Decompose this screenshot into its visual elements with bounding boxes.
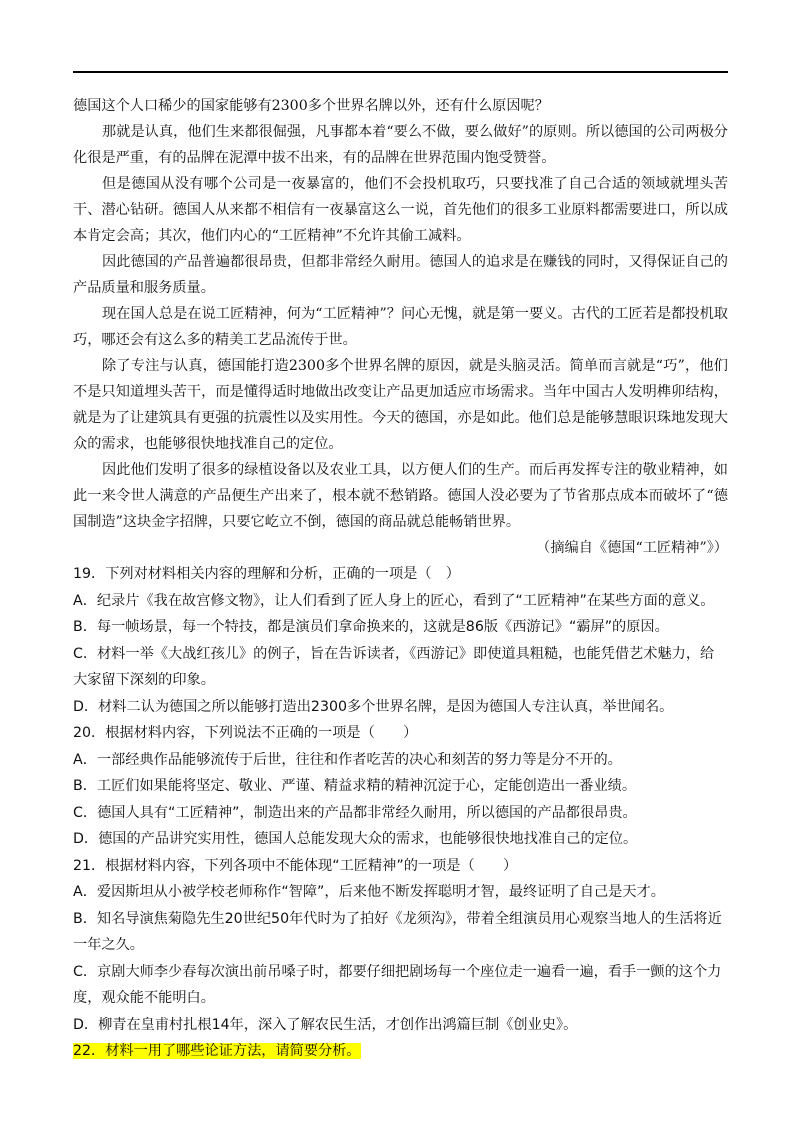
question-stem: 19．下列对材料相关内容的理解和分析，正确的一项是（ ） — [73, 566, 460, 582]
highlighted-question-text: 22．材料一用了哪些论证方法，请简要分析。 — [73, 1043, 361, 1059]
answer-option: B．工匠们如果能将坚定、敬业、严谨、精益求精的精神沉淀于心，定能创造出一番业绩。 — [73, 778, 637, 794]
answer-option: D．材料二认为德国之所以能够打造出2300多个世界名牌，是因为德国人专注认真，举世闻名。 — [73, 698, 674, 715]
answer-option: A．爱因斯坦从小被学校老师称作“智障”，后来他不断发挥聪明才智，最终证明了自己是天才。 — [73, 884, 665, 900]
article-paragraph: 因此他们发明了很多的绿植设备以及农业工具，以方便人们的生产。而后再发挥专注的敬业精神，如此一来令世人满意的产品便生产出来了，根本就不愁销路。德国人没必要为了节省那点成本而破坏了“德国制造”这块金字招牌，只要它屹立不倒，德国的商品就总能畅销世界。 — [73, 462, 728, 530]
answer-option: D．德国的产品讲究实用性，德国人总能发现大众的需求，也能够很快地找准自己的定位。 — [73, 831, 638, 847]
answer-option: D．柳青在皇甫村扎根14年，深入了解农民生活，才创作出鸿篇巨制《创业史》。 — [73, 1016, 578, 1033]
answer-option: C．德国人具有“工匠精神”，制造出来的产品都非常经久耐用，所以德国的产品都很昂贵。 — [73, 804, 637, 821]
question-stem: 21．根据材料内容，下列各项中不能体现“工匠精神”的一项是（ ） — [73, 857, 518, 874]
question-stem: 20．根据材料内容，下列说法不正确的一项是（ ） — [73, 725, 418, 741]
answer-option: A．纪录片《我在故宫修文物》，让人们看到了匠人身上的匠心，看到了“工匠精神”在某些方面的意义。 — [73, 592, 715, 609]
article-paragraph: 现在国人总是在说工匠精神，何为“工匠精神”？问心无愧，就是第一要义。古代的工匠若是都投机取巧，哪还会有这么多的精美工艺品流传于世。 — [73, 306, 728, 348]
header-rule — [73, 71, 728, 73]
answer-option: B．知名导演焦菊隐先生20世纪50年代时为了拍好《龙须沟》，带着全组演员用心观察当地人的生活将近一年之久。 — [73, 910, 722, 953]
question-stem-highlighted — [73, 1038, 728, 1065]
answer-option: A．一部经典作品能够流传于后世，往往和作者吃苦的决心和刻苦的努力等是分不开的。 — [73, 751, 622, 768]
article-paragraph: 德国这个人口稀少的国家能够有2300多个世界名牌以外，还有什么原因呢？ — [73, 98, 549, 114]
answer-option: C．材料一举《大战红孩儿》的例子，旨在告诉读者，《西游记》即使道具粗糙，也能凭借艺术魅力，给大家留下深刻的印象。 — [73, 645, 715, 688]
article-paragraph: 但是德国从没有哪个公司是一夜暴富的，他们不会投机取巧，只要找准了自己合适的领域就埋头苦干、潜心钻研。德国人从来都不相信有一夜暴富这么一说，首先他们的很多工业原料都需要进口，所以成本肯定会高；其次，他们内心的“工匠精神”不允许其偷工减料。 — [73, 176, 728, 244]
article-paragraph: 除了专注与认真，德国能打造2300多个世界名牌的原因，就是头脑灵活。简单而言就是“巧”，他们不是只知道埋头苦干，而是懂得适时地做出改变让产品更加适应市场需求。当年中国古人发明榫卯结构，就是为了让建筑具有更强的抗震性以及实用性。今天的德国，亦是如此。他们总是能够慧眼识珠地发现大众的需求，也能够很快地找准自己的定位。 — [73, 358, 728, 452]
article-paragraph: 因此德国的产品普遍都很昂贵，但都非常经久耐用。德国人的追求是在赚钱的同时，又得保证自己的产品质量和服务质量。 — [73, 254, 728, 296]
answer-option: C．京剧大师李少春每次演出前吊嗓子时，都要仔细把剧场每一个座位走一遍看一遍，看手一颤的这个力度，观众能不能明白。 — [73, 963, 722, 1006]
document-body — [73, 93, 728, 1065]
article-source: （摘编自《德国“工匠精神”》） — [536, 540, 728, 556]
article-paragraph: 那就是认真，他们生来都很倔强，凡事都本着“要么不做，要么做好”的原则。所以德国的公司两极分化很是严重，有的品牌在泥潭中拔不出来，有的品牌在世界范围内饱受赞誉。 — [73, 124, 728, 166]
answer-option: B．每一帧场景，每一个特技，都是演员们拿命换来的，这就是86版《西游记》“霸屏”的原因。 — [73, 619, 669, 635]
